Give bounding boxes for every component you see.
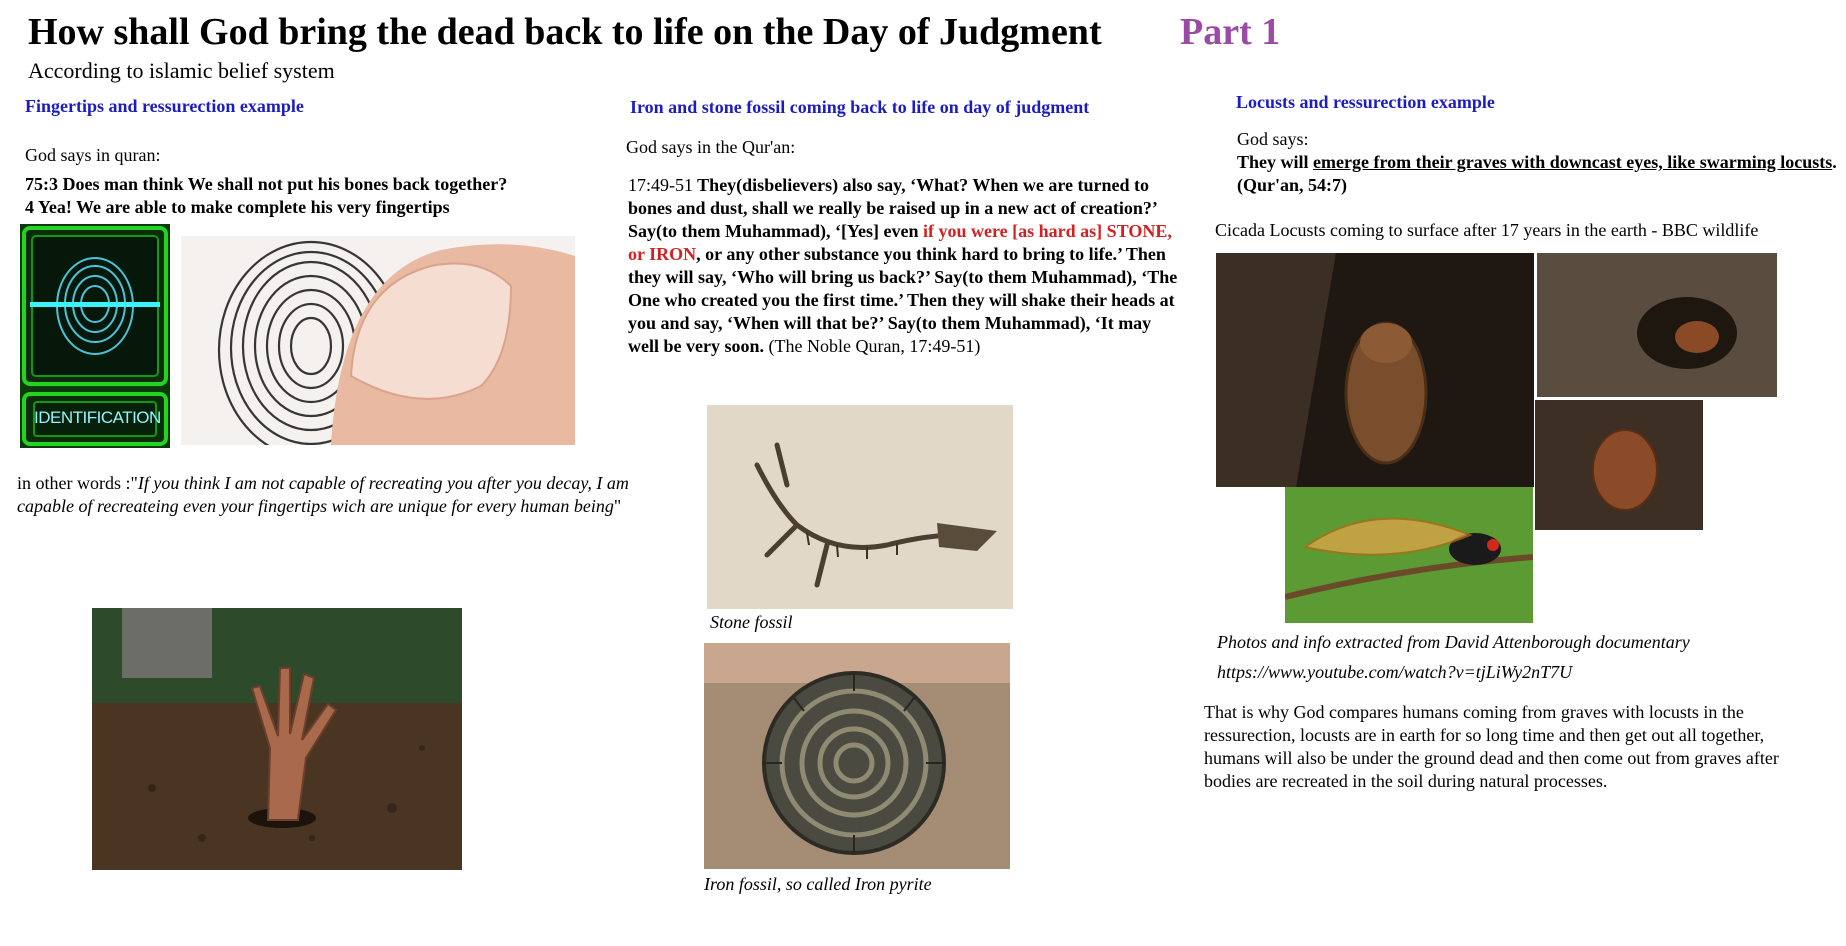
iron-fossil-image xyxy=(704,643,1010,869)
locusts-verse xyxy=(1237,151,1837,197)
stone-fossil-caption: Stone fossil xyxy=(710,612,793,632)
cicada-surface-image xyxy=(1535,400,1703,530)
part-label: Part 1 xyxy=(1180,11,1281,53)
fingertips-heading: Fingertips and ressurection example xyxy=(25,96,304,116)
other-words-paragraph xyxy=(17,472,637,518)
locusts-verse-prefix: They will xyxy=(1237,152,1314,172)
cicada-hole-image xyxy=(1537,253,1777,397)
locusts-heading: Locusts and ressurection example xyxy=(1236,92,1495,112)
fingertips-intro: God says in quran: xyxy=(25,145,161,165)
cicada-adult-image xyxy=(1285,487,1533,623)
fossil-verse-source: (The Noble Quran, 17:49-51) xyxy=(763,336,981,356)
fingerprint-image xyxy=(181,236,575,445)
cicada-emerging-image xyxy=(1216,253,1534,487)
fossil-verse-ref: 17:49-51 xyxy=(628,175,693,195)
fossil-heading: Iron and stone fossil coming back to life on day of judgment xyxy=(630,97,1090,117)
photo-credit: Photos and info extracted from David Attenborough documentary xyxy=(1217,632,1690,652)
locusts-intro: God says: xyxy=(1237,129,1309,149)
fossil-verse-paragraph xyxy=(628,174,1180,358)
page-subtitle: According to islamic belief system xyxy=(28,58,335,83)
cicada-caption: Cicada Locusts coming to surface after 17 years in the earth - BBC wildlife xyxy=(1215,220,1759,240)
stone-fossil-image xyxy=(707,405,1013,609)
hand-from-grave-image xyxy=(92,608,462,870)
locusts-verse-underlined: emerge from their graves with downcast eyes, like swarming locusts xyxy=(1313,152,1833,172)
youtube-link[interactable]: https://www.youtube.com/watch?v=tjLiWy2nT7U xyxy=(1217,662,1573,682)
conclusion-paragraph: That is why God compares humans coming from graves with locusts in the ressurection, locusts are in earth for so long time and then get out all together, humans will also be under the ground dead and then come out from graves after bodies are recreated in the soil during natural processes. xyxy=(1204,702,1779,791)
fingertips-verse-line2: 4 Yea! We are able to make complete his very fingertips xyxy=(25,197,450,217)
other-words-prefix: in other words :" xyxy=(17,473,138,493)
fossil-verse-highlight: if you were [as hard as] STONE, or IRON xyxy=(628,221,1172,264)
other-words-suffix: " xyxy=(613,496,622,516)
fossil-verse-part1: They(disbelievers) also say, ‘What? When we are turned to bones and dust, shall we really be raised up in a new act of creation?’ Say(to them Muhammad), ‘[Yes] even xyxy=(628,175,1157,241)
locusts-verse-suffix: . (Qur'an, 54:7) xyxy=(1237,152,1837,195)
page-title: How shall God bring the dead back to life on the Day of Judgment xyxy=(28,11,1102,53)
fossil-verse-part2: , or any other substance you think hard to bring to life.’ Then they will say, ‘Who will bring us back?’ Say(to them Muhammad), ‘The One who created you the first time.’ Then they will shake their heads at you and say, ‘When will that be?’ Say(to them Muhammad), ‘It may well be very soon. xyxy=(628,244,1178,356)
identification-label: IDENTIFICATION xyxy=(34,408,161,427)
other-words-quote: If you think I am not capable of recreating you after you decay, I am capable of recreateing even your fingertips wich are unique for every human being xyxy=(17,473,629,516)
iron-fossil-caption: Iron fossil, so called Iron pyrite xyxy=(704,874,932,894)
fossil-intro: God says in the Qur'an: xyxy=(626,137,796,157)
fingertips-verse-line1: 75:3 Does man think We shall not put his bones back together? xyxy=(25,174,508,194)
identification-image xyxy=(20,224,170,448)
